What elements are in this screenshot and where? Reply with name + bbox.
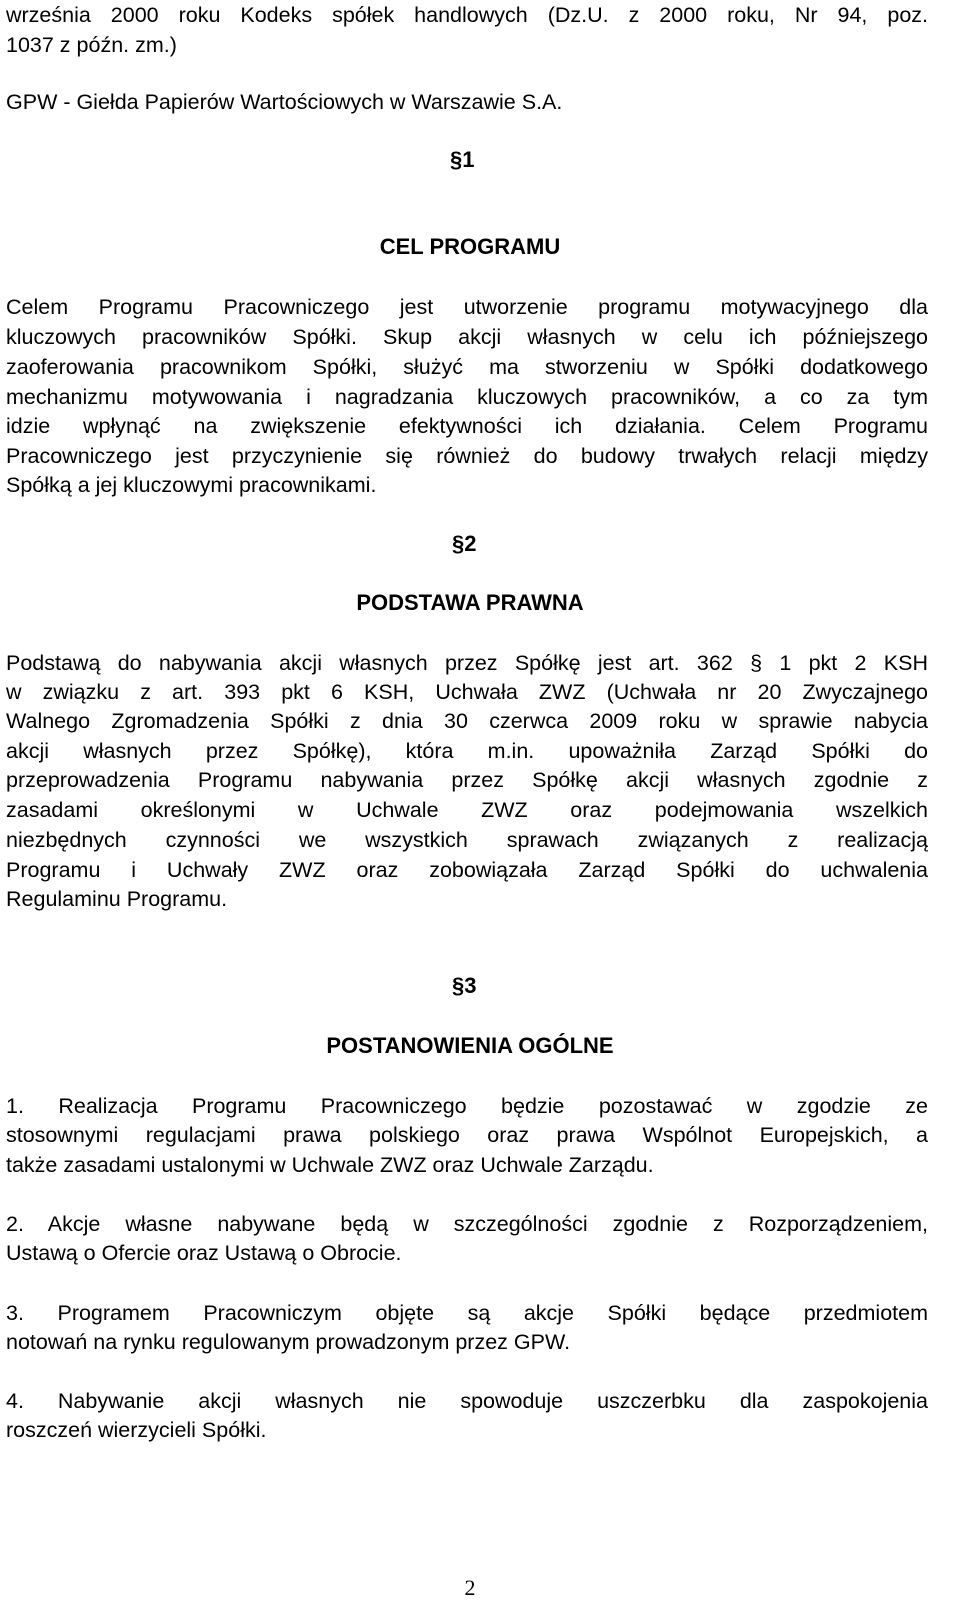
header-line: 1037 z późn. zm.) [6, 33, 177, 57]
paragraph-line: przeprowadzenia Programu nabywania przez Spółkę akcji własnych zgodnie z [6, 768, 928, 792]
section-title: POSTANOWIENIA OGÓLNE [326, 1033, 614, 1058]
paragraph-line: zasadami określonymi w Uchwale ZWZ oraz podejmowania wszelkich [6, 798, 928, 822]
paragraph-line: Spółką a jej kluczowymi pracownikami. [6, 473, 377, 497]
paragraph-line: kluczowych pracowników Spółki. Skup akcji własnych w celu ich późniejszego [6, 325, 928, 349]
paragraph-line: Podstawą do nabywania akcji własnych przez Spółkę jest art. 362 § 1 pkt 2 KSH [6, 651, 928, 675]
list-item-line: także zasadami ustalonymi w Uchwale ZWZ oraz Uchwale Zarządu. [6, 1153, 654, 1177]
section-sign-icon: § [750, 651, 763, 675]
section-sign-icon: § [452, 531, 465, 556]
list-item-line: 1. Realizacja Programu Pracowniczego będzie pozostawać w zgodzie ze [6, 1094, 928, 1118]
paragraph-line: w związku z art. 393 pkt 6 KSH, Uchwała ZWZ (Uchwała nr 20 Zwyczajnego [6, 680, 928, 704]
paragraph-line: idzie wpłynąć na zwiększenie efektywności ich działania. Celem Programu [6, 414, 928, 438]
section-number: §3 [452, 973, 477, 998]
section-sign-icon: § [450, 147, 463, 172]
paragraph-line: akcji własnych przez Spółkę), która m.in. upoważniła Zarząd Spółki do [6, 739, 928, 763]
section-title: CEL PROGRAMU [379, 234, 561, 259]
list-item-line: 4. Nabywanie akcji własnych nie spowoduje uszczerbku dla zaspokojenia [6, 1389, 928, 1413]
list-item-line: roszczeń wierzycieli Spółki. [6, 1418, 267, 1442]
section-title: PODSTAWA PRAWNA [356, 590, 584, 615]
list-item-line: 3. Programem Pracowniczym objęte są akcje Spółki będące przedmiotem [6, 1301, 928, 1325]
list-item-line: notowań na rynku regulowanym prowadzonym przez GPW. [6, 1330, 571, 1354]
paragraph-line: zaoferowania pracownikom Spółki, służyć ma stworzeniu w Spółki dodatkowego [6, 355, 928, 379]
paragraph-line: Walnego Zgromadzenia Spółki z dnia 30 czerwca 2009 roku w sprawie nabycia [6, 709, 928, 733]
list-item-line: 2. Akcje własne nabywane będą w szczególności zgodnie z Rozporządzeniem, [6, 1212, 928, 1236]
paragraph-line: mechanizmu motywowania i nagradzania kluczowych pracowników, a co za tym [6, 385, 928, 409]
list-item-line: stosownymi regulacjami prawa polskiego oraz prawa Wspólnot Europejskich, a [6, 1123, 928, 1147]
header-line: września 2000 roku Kodeks spółek handlowych (Dz.U. z 2000 roku, Nr 94, poz. [6, 3, 928, 27]
paragraph-line: Celem Programu Pracowniczego jest utworzenie programu motywacyjnego dla [6, 295, 928, 319]
page-number: 2 [464, 1575, 476, 1600]
paragraph-line: Regulaminu Programu. [6, 887, 228, 911]
section-sign-icon: § [452, 973, 465, 998]
paragraph-line: niezbędnych czynności we wszystkich sprawach związanych z realizacją [6, 828, 928, 852]
section-number: §2 [452, 531, 477, 556]
paragraph-line: Pracowniczego jest przyczynienie się również do budowy trwałych relacji między [6, 444, 928, 468]
paragraph-line: Programu i Uchwały ZWZ oraz zobowiązała Zarząd Spółki do uchwalenia [6, 858, 928, 882]
section-number: §1 [450, 147, 475, 172]
header-line: GPW - Giełda Papierów Wartościowych w Warszawie S.A. [6, 90, 563, 114]
list-item-line: Ustawą o Ofercie oraz Ustawą o Obrocie. [6, 1241, 402, 1265]
